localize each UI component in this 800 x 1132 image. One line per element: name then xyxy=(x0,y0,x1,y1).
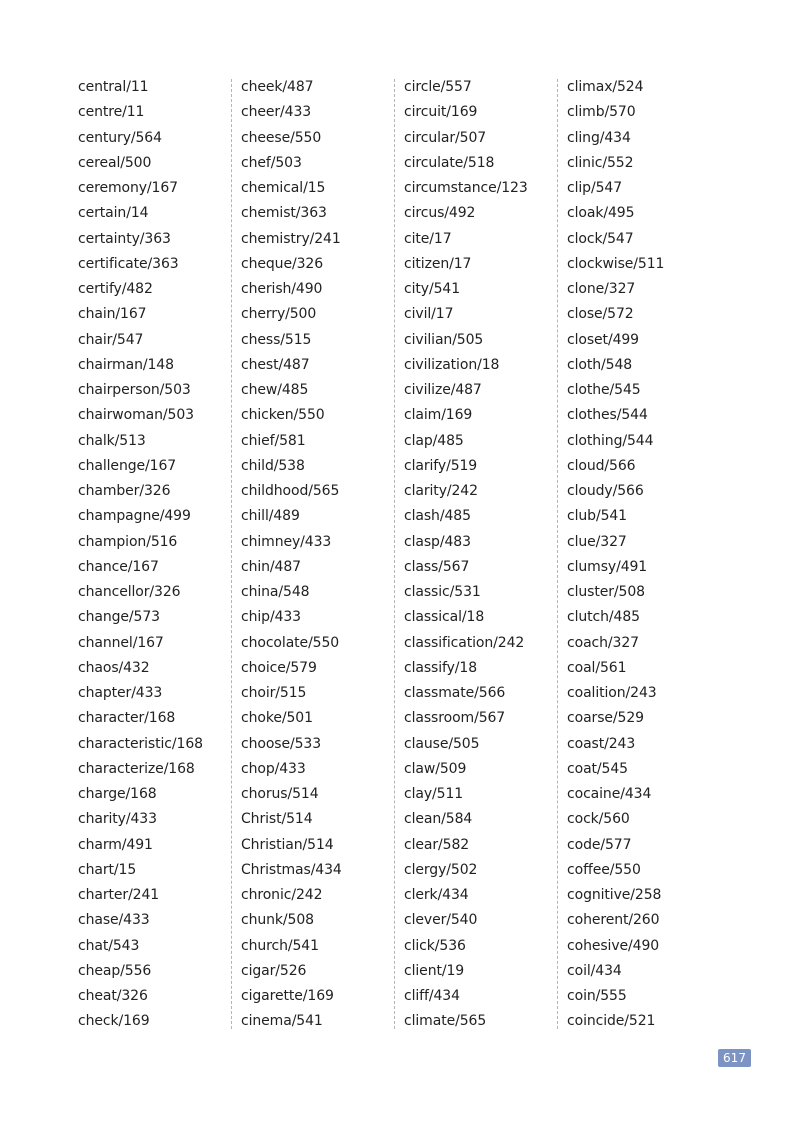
index-entry: chorus/514 xyxy=(241,786,319,802)
index-entry: central/11 xyxy=(78,79,149,95)
index-entry: chain/167 xyxy=(78,306,147,323)
index-entry: climb/570 xyxy=(567,104,636,121)
index-entry: coalition/243 xyxy=(567,685,657,701)
index-entry: clay/511 xyxy=(404,786,464,802)
index-entry: clutch/485 xyxy=(567,609,640,626)
index-entry: characteristic/168 xyxy=(78,735,203,752)
index-entry: chase/433 xyxy=(78,912,150,929)
index-entry: chance/167 xyxy=(78,558,159,575)
index-entry: chop/433 xyxy=(241,760,306,777)
index-entry: cocaine/434 xyxy=(567,786,652,802)
index-entry: cliff/434 xyxy=(404,988,460,1004)
index-entry: cluster/508 xyxy=(567,584,645,600)
index-entry: cheek/487 xyxy=(241,79,314,95)
index-entry: circus/492 xyxy=(404,205,476,222)
index-entry: clasp/483 xyxy=(404,533,471,550)
word-index-grid xyxy=(0,75,800,1035)
index-entry: clergy/502 xyxy=(404,861,478,878)
index-entry: city/541 xyxy=(404,281,460,297)
index-entry: classic/531 xyxy=(404,584,481,600)
column-divider xyxy=(231,79,232,1029)
index-entry: channel/167 xyxy=(78,634,164,651)
index-entry: cereal/500 xyxy=(78,154,152,171)
index-column-2 xyxy=(241,75,342,1035)
index-column-3 xyxy=(404,75,528,1035)
index-entry: code/577 xyxy=(567,836,632,853)
index-entry: claw/509 xyxy=(404,760,467,777)
index-entry: chip/433 xyxy=(241,609,301,626)
index-entry: clumsy/491 xyxy=(567,558,648,575)
index-entry: coarse/529 xyxy=(567,710,644,727)
index-entry: chemist/363 xyxy=(241,205,327,222)
index-entry: climax/524 xyxy=(567,79,644,95)
index-entry: clause/505 xyxy=(404,735,480,752)
index-entry: clap/485 xyxy=(404,432,464,449)
index-entry: chest/487 xyxy=(241,356,310,373)
index-entry: chancellor/326 xyxy=(78,584,181,600)
index-entry: cloudy/566 xyxy=(567,483,644,499)
index-entry: coincide/521 xyxy=(567,1013,656,1030)
index-entry: champion/516 xyxy=(78,533,178,550)
index-entry: cinema/541 xyxy=(241,1013,323,1030)
index-entry: classmate/566 xyxy=(404,685,506,701)
index-entry: Christian/514 xyxy=(241,836,334,853)
index-entry: clothe/545 xyxy=(567,382,641,398)
index-entry: coal/561 xyxy=(567,659,627,676)
index-entry: cheese/550 xyxy=(241,129,322,146)
index-entry: charm/491 xyxy=(78,836,153,853)
index-entry: chat/543 xyxy=(78,937,140,954)
index-entry: coffee/550 xyxy=(567,861,641,878)
index-entry: chemical/15 xyxy=(241,180,326,196)
index-entry: classroom/567 xyxy=(404,710,506,727)
index-entry: circulate/518 xyxy=(404,154,495,171)
index-entry: Christ/514 xyxy=(241,811,313,828)
index-entry: charity/433 xyxy=(78,811,157,828)
index-entry: challenge/167 xyxy=(78,457,177,474)
index-entry: citizen/17 xyxy=(404,255,472,272)
index-entry: choir/515 xyxy=(241,685,307,701)
index-entry: cherry/500 xyxy=(241,306,317,323)
index-entry: circuit/169 xyxy=(404,104,478,121)
index-entry: cherish/490 xyxy=(241,281,323,297)
index-entry: certainty/363 xyxy=(78,230,171,247)
index-entry: cognitive/258 xyxy=(567,887,662,903)
index-entry: cling/434 xyxy=(567,129,631,146)
index-entry: coin/555 xyxy=(567,988,627,1004)
index-entry: clarity/242 xyxy=(404,483,478,499)
index-column-4 xyxy=(567,75,664,1035)
index-entry: chess/515 xyxy=(241,331,312,348)
index-entry: client/19 xyxy=(404,962,465,979)
index-entry: clean/584 xyxy=(404,811,473,828)
index-entry: choice/579 xyxy=(241,659,317,676)
index-entry: chief/581 xyxy=(241,432,306,449)
index-entry: childhood/565 xyxy=(241,483,340,499)
index-entry: class/567 xyxy=(404,558,470,575)
index-entry: classical/18 xyxy=(404,609,485,626)
index-entry: chapter/433 xyxy=(78,685,163,701)
index-entry: clinic/552 xyxy=(567,154,634,171)
index-entry: chamber/326 xyxy=(78,483,171,499)
index-entry: chicken/550 xyxy=(241,407,325,424)
index-entry: closet/499 xyxy=(567,331,639,348)
index-entry: chocolate/550 xyxy=(241,634,340,651)
index-entry: cigarette/169 xyxy=(241,988,334,1004)
index-column-1 xyxy=(78,75,203,1035)
column-divider xyxy=(394,79,395,1029)
index-entry: character/168 xyxy=(78,710,176,727)
index-entry: cock/560 xyxy=(567,811,630,828)
index-entry: claim/169 xyxy=(404,407,473,424)
index-entry: coat/545 xyxy=(567,760,628,777)
index-entry: century/564 xyxy=(78,129,162,146)
index-entry: circle/557 xyxy=(404,79,472,95)
index-entry: chalk/513 xyxy=(78,432,146,449)
index-entry: coherent/260 xyxy=(567,912,660,929)
index-entry: characterize/168 xyxy=(78,760,195,777)
index-entry: child/538 xyxy=(241,457,305,474)
index-entry: civilian/505 xyxy=(404,331,484,348)
index-entry: cloud/566 xyxy=(567,457,636,474)
index-entry: chew/485 xyxy=(241,382,309,398)
index-entry: clip/547 xyxy=(567,180,623,196)
index-entry: civil/17 xyxy=(404,306,454,323)
index-entry: circumstance/123 xyxy=(404,180,528,196)
index-entry: coil/434 xyxy=(567,962,622,979)
index-entry: circular/507 xyxy=(404,129,487,146)
index-entry: chairperson/503 xyxy=(78,382,191,398)
index-entry: clue/327 xyxy=(567,533,627,550)
index-entry: clarify/519 xyxy=(404,457,478,474)
index-entry: check/169 xyxy=(78,1013,150,1030)
index-entry: chairwoman/503 xyxy=(78,407,194,424)
index-entry: click/536 xyxy=(404,937,466,954)
index-entry: cheer/433 xyxy=(241,104,312,121)
index-entry: coach/327 xyxy=(567,634,639,651)
index-entry: cigar/526 xyxy=(241,962,307,979)
index-entry: chunk/508 xyxy=(241,912,314,929)
index-entry: club/541 xyxy=(567,508,627,525)
page-number-badge: 617 xyxy=(718,1049,751,1067)
index-entry: certain/14 xyxy=(78,205,149,222)
index-entry: certify/482 xyxy=(78,281,153,297)
index-entry: chemistry/241 xyxy=(241,230,341,247)
column-divider xyxy=(557,79,558,1029)
index-entry: chef/503 xyxy=(241,154,302,171)
index-entry: close/572 xyxy=(567,306,634,323)
index-entry: chimney/433 xyxy=(241,533,332,550)
index-entry: cheque/326 xyxy=(241,255,323,272)
index-entry: clever/540 xyxy=(404,912,478,929)
index-entry: climate/565 xyxy=(404,1013,487,1030)
index-entry: civilize/487 xyxy=(404,382,482,398)
index-entry: cloak/495 xyxy=(567,205,635,222)
index-entry: coast/243 xyxy=(567,735,636,752)
index-entry: champagne/499 xyxy=(78,508,191,525)
index-entry: Christmas/434 xyxy=(241,861,342,878)
index-entry: clone/327 xyxy=(567,281,636,297)
index-entry: charge/168 xyxy=(78,786,157,802)
index-entry: clothing/544 xyxy=(567,432,654,449)
index-entry: ceremony/167 xyxy=(78,180,178,196)
index-entry: cheat/326 xyxy=(78,988,148,1004)
index-entry: chill/489 xyxy=(241,508,300,525)
index-entry: choose/533 xyxy=(241,735,322,752)
index-entry: china/548 xyxy=(241,584,310,600)
index-entry: clash/485 xyxy=(404,508,471,525)
index-entry: certificate/363 xyxy=(78,255,179,272)
index-entry: church/541 xyxy=(241,937,319,954)
index-entry: chair/547 xyxy=(78,331,144,348)
index-entry: cohesive/490 xyxy=(567,937,660,954)
index-entry: charter/241 xyxy=(78,887,160,903)
index-entry: cite/17 xyxy=(404,230,452,247)
index-entry: chart/15 xyxy=(78,861,137,878)
index-entry: chaos/432 xyxy=(78,659,150,676)
index-entry: change/573 xyxy=(78,609,160,626)
index-entry: centre/11 xyxy=(78,104,145,121)
index-entry: chronic/242 xyxy=(241,887,323,903)
index-entry: chairman/148 xyxy=(78,356,174,373)
index-entry: clock/547 xyxy=(567,230,634,247)
index-entry: classification/242 xyxy=(404,634,525,651)
index-entry: cheap/556 xyxy=(78,962,152,979)
index-entry: clothes/544 xyxy=(567,407,648,424)
index-entry: clerk/434 xyxy=(404,887,469,903)
index-entry: civilization/18 xyxy=(404,356,500,373)
index-entry: choke/501 xyxy=(241,710,313,727)
index-entry: classify/18 xyxy=(404,659,478,676)
index-entry: cloth/548 xyxy=(567,356,633,373)
index-entry: chin/487 xyxy=(241,558,301,575)
index-entry: clear/582 xyxy=(404,836,470,853)
index-entry: clockwise/511 xyxy=(567,255,665,272)
